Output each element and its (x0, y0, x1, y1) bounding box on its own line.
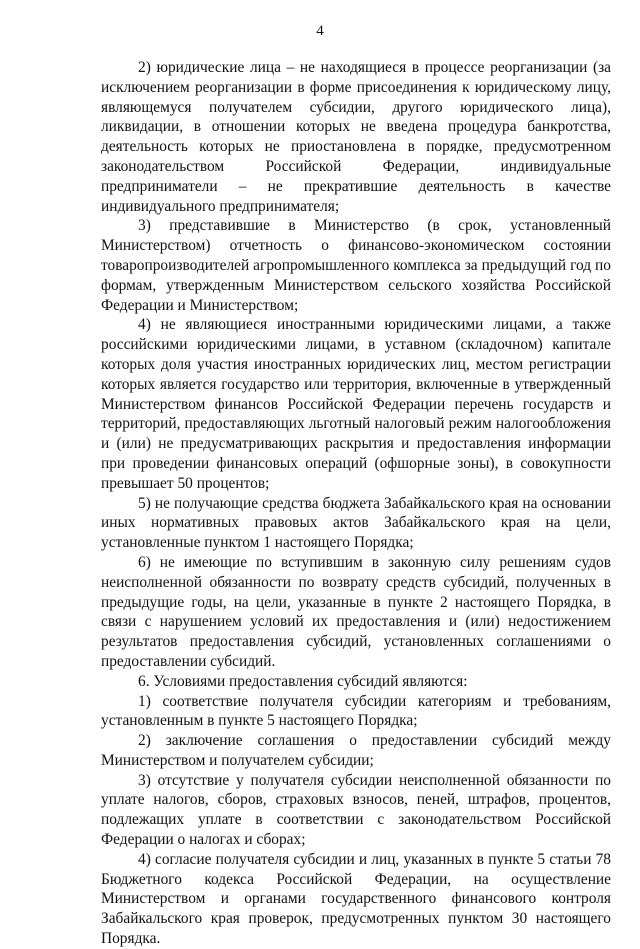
paragraph-item-6-court-decisions: 6) не имеющие по вступившим в законную силу решениям судов неисполненной обязанности по возврату средств субсидий, полученных в предыдущие годы, на цели, указанные в пункте 2 настоящего Порядка, в связи с нарушением условий их предоставления и (или) недостижением результатов предоставления субсидий, установленных соглашениями о предоставлении субсидий. (101, 553, 611, 670)
condition-3-no-tax-debt: 3) отсутствие у получателя субсидии неисполненной обязанности по уплате налогов, сборов, страховых взносов, пеней, штрафов, процентов, подлежащих уплате в соответствии с законодательством Российской Федерации о налогах и сборах; (101, 771, 611, 849)
paragraph-item-2-legal-entities: 2) юридические лица – не находящиеся в процессе реорганизации (за исключением реорганизации в форме присоединения к юридическому лицу, являющемуся получателем субсидии, другого юридического лица), ликвидации, в отношении которых не введена процедура банкротства, деятельность которых не приостановлена в порядке, предусмотренном законодательством Российской Федерации, индивидуальные предприниматели – не прекратившие деятельность в качестве индивидуального предпринимателя; (101, 59, 611, 215)
page-number: 4 (316, 23, 324, 39)
paragraph-item-4-foreign-entities: 4) не являющиеся иностранными юридическими лицами, а также российскими юридическими лицами, в уставном (складочном) капитале которых доля участия иностранных юридических лиц, местом регистрации которых является государство или территория, включенные в утвержденный Министерством финансов Российской Федерации перечень государств и территорий, предоставляющих льготный налоговый режим налогообложения и (или) не предусматривающих раскрытия и предоставления информации при проведении финансовых операций (офшорные зоны), в совокупности превышает 50 процентов; (101, 316, 611, 492)
condition-1-compliance: 1) соответствие получателя субсидии категориям и требованиям, установленным в пункте 5 настоящего Порядка; (101, 692, 611, 730)
document-body (101, 58, 611, 949)
section-6-heading: 6. Условиями предоставления субсидий являются: (138, 672, 468, 690)
paragraph-item-5-budget-funds: 5) не получающие средства бюджета Забайкальского края на основании иных нормативных правовых актов Забайкальского края на цели, установленные пунктом 1 настоящего Порядка; (101, 494, 611, 552)
condition-2-agreement: 2) заключение соглашения о предоставлении субсидий между Министерством и получателем субсидии; (101, 732, 611, 769)
condition-4-consent-to-audit: 4) согласие получателя субсидии и лиц, указанных в пункте 5 статьи 78 Бюджетного кодекса Российской Федерации, на осуществление Министерством и органами государственного финансового контроля Забайкальского края проверок, предусмотренных пунктом 30 настоящего Порядка. (101, 850, 611, 948)
paragraph-item-3-reporting: 3) представившие в Министерство (в срок, установленный Министерством) отчетность о финансово-экономическом состоянии товаропроизводителей агропромышленного комплекса за предыдущий год по формам, утвержденным Министерством сельского хозяйства Российской Федерации и Министерством; (101, 217, 611, 314)
